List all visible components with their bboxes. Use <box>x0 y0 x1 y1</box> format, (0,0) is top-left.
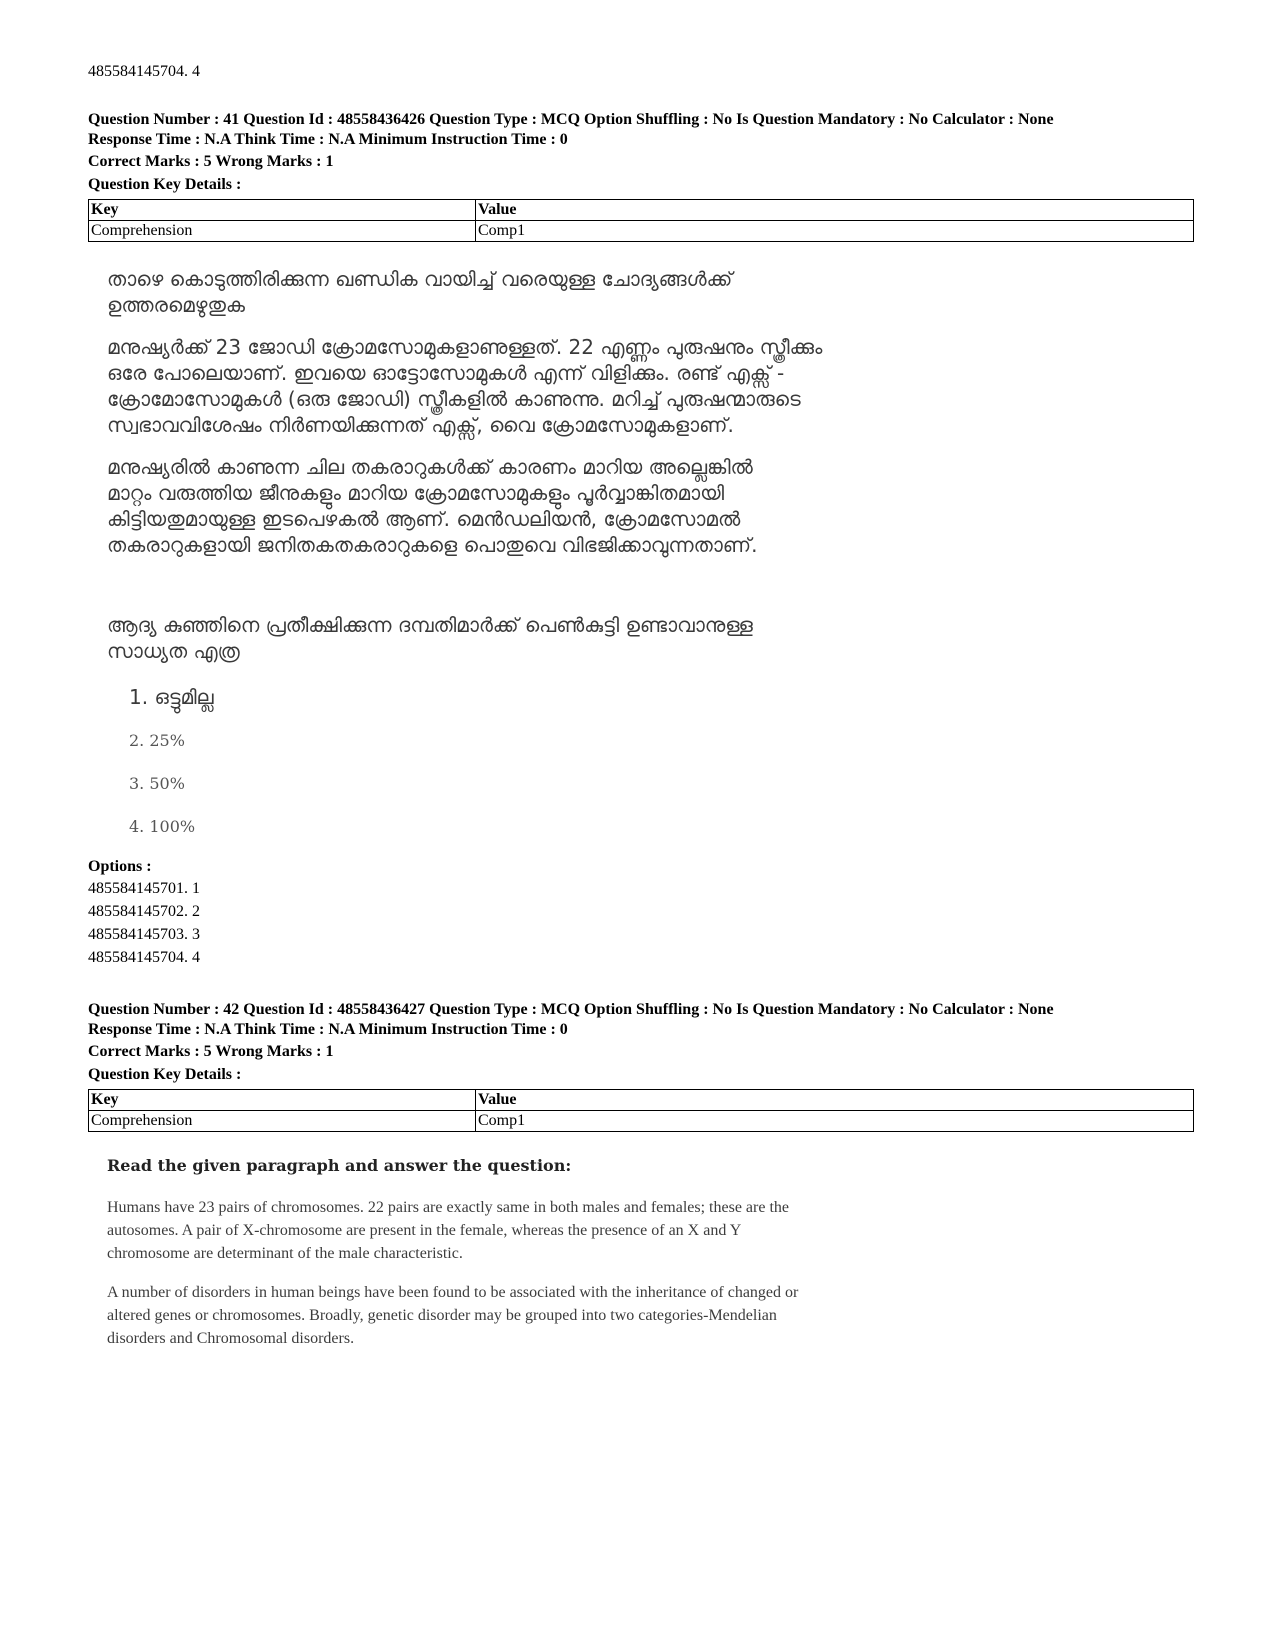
paragraph-line: തകരാറുകളായി ജനിതകതകരാറുകളെ പൊതുവെ വിഭജിക്കാവുന്നതാണ്. <box>107 533 758 557</box>
table-cell-key: Comprehension <box>89 221 476 242</box>
q41-choice-3: 3. 50% <box>129 774 185 793</box>
q41-meta <box>88 110 1054 150</box>
q41-meta-line1: Question Number : 41 Question Id : 48558436426 Question Type : MCQ Option Shuffling : No Is Question Mandatory : No Calculator : None <box>88 111 1054 128</box>
previous-option-line: 485584145704. 4 <box>88 63 200 80</box>
q41-marks: Correct Marks : 5 Wrong Marks : 1 <box>88 153 334 170</box>
q42-key-table <box>88 1089 1194 1132</box>
paragraph-line: മനുഷ്യർക്ക് 23 ജോഡി ക്രോമസോമുകളാണുള്ളത്. 22 എണ്ണം പുരുഷനും സ്ത്രീക്കും <box>107 335 823 359</box>
paragraph-line: സ്വഭാവവിശേഷം നിർണയിക്കുന്നത് എക്സ്, വൈ ക്രോമസോമുകളാണ്. <box>107 413 734 437</box>
q41-choice-4: 4. 100% <box>129 817 196 836</box>
q42-meta-line2: Response Time : N.A Think Time : N.A Minimum Instruction Time : 0 <box>88 1021 568 1038</box>
table-row <box>89 1111 1194 1132</box>
q41-meta-line2: Response Time : N.A Think Time : N.A Minimum Instruction Time : 0 <box>88 131 568 148</box>
question-line: ആദ്യ കുഞ്ഞിനെ പ്രതീക്ഷിക്കുന്ന ദമ്പതിമാർക്ക് പെൺകുട്ടി ഉണ്ടാവാനുള്ള <box>107 613 753 637</box>
list-item: 485584145704. 4 <box>88 949 200 966</box>
q41-paragraph-1 <box>107 334 822 438</box>
paragraph-line: മനുഷ്യരിൽ കാണുന്ന ചില തകരാറുകൾക്ക് കാരണം മാറിയ അല്ലെങ്കിൽ <box>107 455 753 479</box>
table-row <box>89 221 1194 242</box>
q42-title: Read the given paragraph and answer the question: <box>107 1156 572 1175</box>
list-item: 485584145703. 3 <box>88 926 200 943</box>
q41-instruction <box>107 266 732 318</box>
paragraph-line: altered genes or chromosomes. Broadly, genetic disorder may be grouped into two categories-Mendelian <box>107 1307 777 1324</box>
q41-key-table <box>88 199 1194 242</box>
q41-paragraph-2 <box>107 454 757 558</box>
q42-paragraph-1 <box>107 1196 789 1265</box>
paragraph-line: autosomes. A pair of X-chromosome are present in the female, whereas the presence of an X and Y <box>107 1222 742 1239</box>
paragraph-line: ക്രോമോസോമുകൾ (ഒരു ജോഡി) സ്ത്രീകളിൽ കാണുന്നു. മറിച്ച് പുരുഷന്മാരുടെ <box>107 387 801 411</box>
paragraph-line: ഒരേ പോലെയാണ്. ഇവയെ ഓട്ടോസോമുകൾ എന്ന് വിളിക്കും. രണ്ട് എക്സ് - <box>107 361 785 385</box>
q42-paragraph-2 <box>107 1281 798 1350</box>
table-header-value: Value <box>476 200 1194 221</box>
q41-options-list <box>88 877 200 969</box>
table-cell-key: Comprehension <box>89 1111 476 1132</box>
q41-choice-2: 2. 25% <box>129 731 185 750</box>
paragraph-line: കിട്ടിയതുമായുള്ള ഇടപെഴകൽ ആണ്. മെൻഡലിയൻ, ക്രോമസോമൽ <box>107 507 741 531</box>
q42-meta <box>88 1000 1054 1040</box>
paragraph-line: chromosome are determinant of the male characteristic. <box>107 1245 463 1262</box>
q41-instruction-line: താഴെ കൊടുത്തിരിക്കുന്ന ഖണ്ഡിക വായിച്ച് വരെയുള്ള ചോദ്യങ്ങൾക്ക് <box>107 267 733 291</box>
table-header-key: Key <box>89 200 476 221</box>
table-header-key: Key <box>89 1090 476 1111</box>
q41-question <box>107 612 753 664</box>
table-row <box>89 1090 1194 1111</box>
q41-options-label: Options : <box>88 858 152 875</box>
list-item: 485584145701. 1 <box>88 880 200 897</box>
question-line: സാധ്യത എത്ര <box>107 639 240 663</box>
q42-meta-line1: Question Number : 42 Question Id : 48558436427 Question Type : MCQ Option Shuffling : No Is Question Mandatory : No Calculator : None <box>88 1001 1054 1018</box>
q42-marks: Correct Marks : 5 Wrong Marks : 1 <box>88 1043 334 1060</box>
list-item: 485584145702. 2 <box>88 903 200 920</box>
paragraph-line: disorders and Chromosomal disorders. <box>107 1330 355 1347</box>
table-header-value: Value <box>476 1090 1194 1111</box>
q41-choice-1: 1. ഒട്ടുമില്ല <box>129 685 214 709</box>
paragraph-line: Humans have 23 pairs of chromosomes. 22 pairs are exactly same in both males and females; these are the <box>107 1199 789 1216</box>
table-cell-value: Comp1 <box>476 1111 1194 1132</box>
q42-key-details-label: Question Key Details : <box>88 1066 242 1083</box>
q41-key-details-label: Question Key Details : <box>88 176 242 193</box>
paragraph-line: A number of disorders in human beings have been found to be associated with the inheritance of changed or <box>107 1284 799 1301</box>
paragraph-line: മാറ്റം വരുത്തിയ ജീനുകളും മാറിയ ക്രോമസോമുകളും പൂർവ്വാങ്കിതമായി <box>107 481 725 505</box>
q41-instruction-line: ഉത്തരമെഴുതുക <box>107 293 245 317</box>
table-row <box>89 200 1194 221</box>
table-cell-value: Comp1 <box>476 221 1194 242</box>
